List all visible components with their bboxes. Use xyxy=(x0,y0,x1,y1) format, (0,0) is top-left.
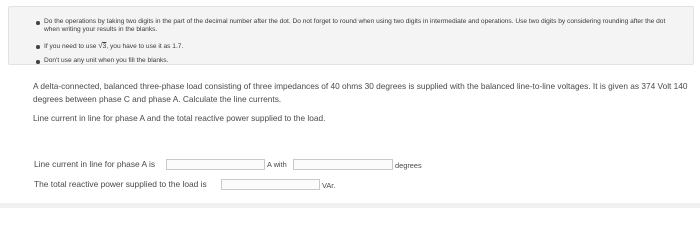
instruction-sqrt-text xyxy=(36,42,436,51)
instruction-no-units xyxy=(36,57,436,65)
instruction-rounding xyxy=(36,18,676,34)
instruction-rounding-text: Do the operations by taking two digits in the part of the decimal number after the dot. Do not forget to round when using two digits in intermediate and operations. Use two digits by considering rounding after the dot when writing your results in the blanks. xyxy=(44,18,666,33)
bottom-divider xyxy=(0,203,700,208)
instructions-box xyxy=(8,6,694,65)
bullet-icon xyxy=(36,45,40,49)
instruction-sqrt-pre: If you need to use xyxy=(44,43,99,50)
line-current-magnitude-input[interactable] xyxy=(166,159,265,170)
problem-section xyxy=(33,80,688,125)
sqrt-symbol: √ xyxy=(98,41,103,50)
reactive-power-row xyxy=(34,179,207,189)
with-label: A with xyxy=(267,160,287,169)
problem-question: Line current in line for phase A and the total reactive power supplied to the load. xyxy=(33,113,326,123)
line-current-angle-input[interactable] xyxy=(293,159,393,170)
sqrt-argument: 3 xyxy=(102,43,107,50)
instruction-sqrt-post: , you have to use it as 1.7. xyxy=(106,43,184,50)
degrees-label: degrees xyxy=(395,161,422,170)
reactive-power-input[interactable] xyxy=(221,179,320,190)
instruction-no-units-text: Don't use any unit when you fill the blanks. xyxy=(44,57,169,64)
line-current-label: Line current in line for phase A is xyxy=(34,159,156,169)
instruction-sqrt xyxy=(36,42,436,51)
var-label: VAr. xyxy=(322,181,336,190)
problem-statement: A delta-connected, balanced three-phase load consisting of three impedances of 40 ohms 30 degrees is supplied with the balanced line-to-line voltages. It is given as 374 Volt 140 degrees between phase C and phase A. Calculate the line currents. xyxy=(33,81,688,104)
line-current-row xyxy=(34,159,155,169)
bullet-icon xyxy=(36,21,40,25)
reactive-power-label: The total reactive power supplied to the load is xyxy=(34,179,207,189)
bullet-icon xyxy=(36,60,40,64)
